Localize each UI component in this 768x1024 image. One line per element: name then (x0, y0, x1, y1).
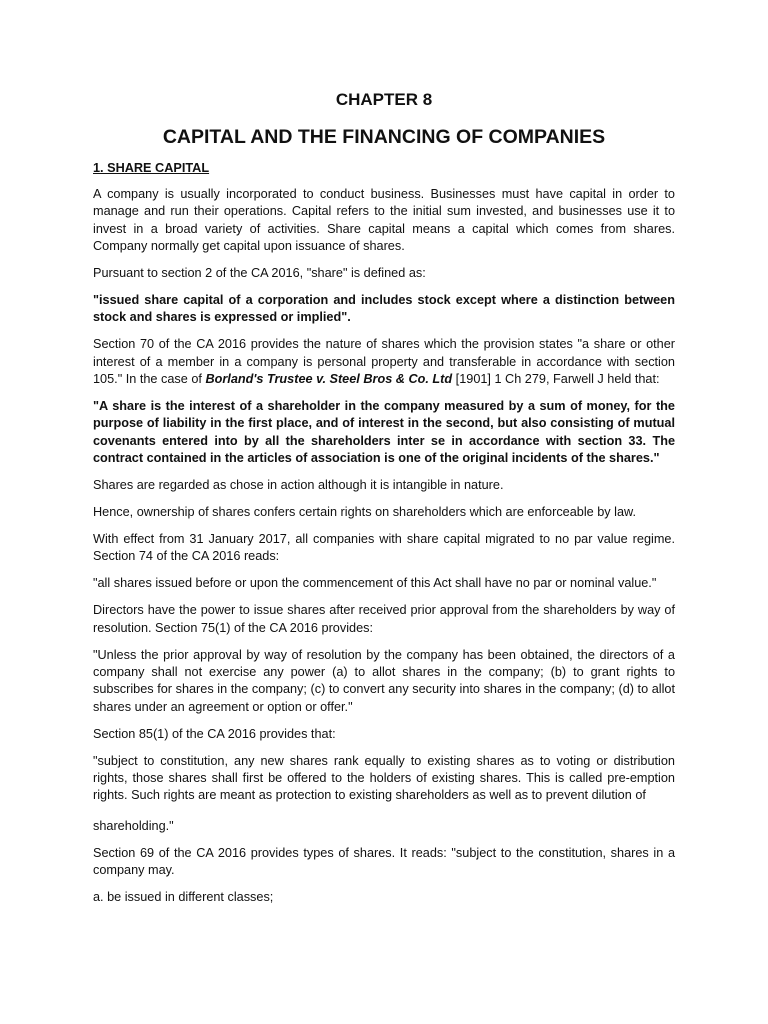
chapter-number: CHAPTER 8 (335, 90, 433, 109)
paragraph-section-85-lead: Section 85(1) of the CA 2016 provides that: (93, 726, 336, 741)
section-70-text: Section 70 of the CA 2016 provides the nature of shares which the provision states "a share or other interest of a member in a company is personal property and transferable in accordance with section 105." In the case of (93, 337, 675, 387)
document-body (93, 90, 675, 916)
paragraph-intro: A company is usually incorporated to conduct business. Businesses must have capital in order to manage and run their operations. Capital refers to the initial sum invested, and businesses use it to invest in a broad variety of activities. Share capital means a capital which comes from shares. Company normally get capital upon issuance of shares. (93, 187, 675, 254)
chapter-title: CAPITAL AND THE FINANCING OF COMPANIES (162, 126, 606, 148)
list-item-share-classes: a. be issued in different classes; (93, 890, 274, 904)
quote-farwell-judgment: "A share is the interest of a shareholder in the company measured by a sum of money, for the purpose of liability in the first place, and of interest in the second, but also consisting of mutual covenants entered into by all the shareholders inter se in accordance with section 33. The contract contained in the articles of association is one of the original incidents of the shares." (93, 399, 675, 466)
quote-section-85: "subject to constitution, any new shares rank equally to existing shares as to voting or distribution rights, those shares shall first be offered to the holders of existing shares. This is called pre-emption rights. Such rights are meant as protection to existing shareholders as well as to prevent dilution of (93, 753, 675, 803)
case-citation: [1901] 1 Ch 279, Farwell J held that: (452, 372, 660, 387)
paragraph-ownership-rights: Hence, ownership of shares confers certain rights on shareholders which are enforceable by law. (93, 505, 637, 520)
case-name: Borland's Trustee v. Steel Bros & Co. Ltd (205, 372, 453, 387)
quote-section-75: "Unless the prior approval by way of resolution by the company has been obtained, the directors of a company shall not exercise any power (a) to allot shares in the company; (b) to grant rights to subscribes for shares in the company; (c) to convert any security into shares in the company; (d) to allot shares under an agreement or option or offer." (93, 647, 675, 714)
paragraph-section-70 (93, 336, 675, 388)
section-heading: 1. SHARE CAPITAL (93, 161, 210, 175)
quote-section-85-continued: shareholding." (93, 818, 174, 833)
paragraph-directors-power: Directors have the power to issue shares after received prior approval from the shareholders by way of resolution. Section 75(1) of the CA 2016 provides: (93, 603, 675, 635)
paragraph-no-par-value: With effect from 31 January 2017, all companies with share capital migrated to no par value regime. Section 74 of the CA 2016 reads: (93, 532, 675, 564)
quote-section-74: "all shares issued before or upon the commencement of this Act shall have no par or nominal value." (93, 576, 657, 591)
paragraph-definition-lead: Pursuant to section 2 of the CA 2016, "share" is defined as: (93, 266, 426, 281)
paragraph-section-69: Section 69 of the CA 2016 provides types of shares. It reads: "subject to the constitution, shares in a company may. (93, 845, 675, 878)
paragraph-chose-in-action: Shares are regarded as chose in action although it is intangible in nature. (93, 478, 504, 493)
quote-share-definition: "issued share capital of a corporation and includes stock except where a distinction between stock and shares is expressed or implied". (93, 293, 675, 325)
